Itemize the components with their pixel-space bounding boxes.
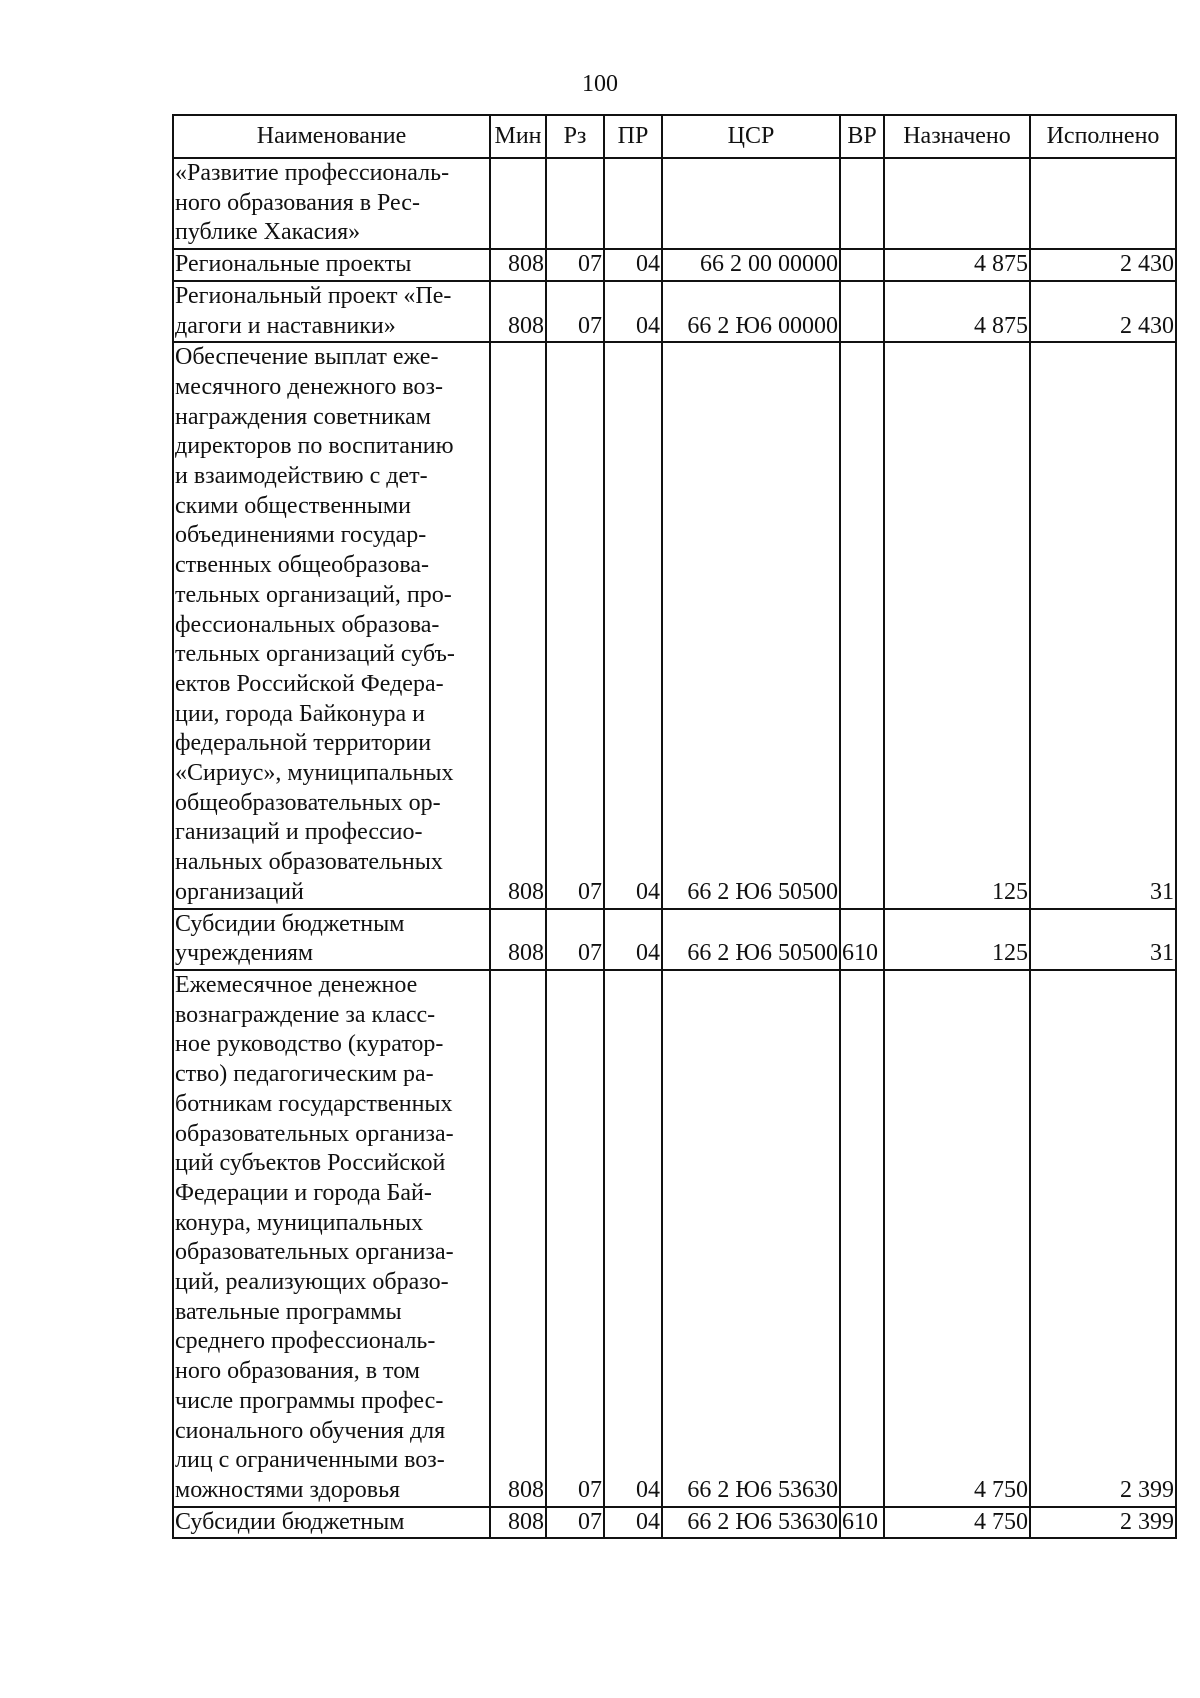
cell-name-line: тельных организаций субъ- [175,641,455,668]
cell-executed: 2 430 [1030,281,1176,342]
cell-name-line: фессиональных образова- [175,611,440,638]
header-csr: ЦСР [662,115,840,158]
cell-assigned [884,158,1030,249]
cell-name-line: общеобразовательных ор- [175,789,441,816]
header-assigned: Назначено [884,115,1030,158]
cell-min: 808 [490,249,546,281]
cell-name-line: среднего профессиональ- [175,1328,436,1355]
cell-name-line: ций, реализующих образо- [175,1269,449,1296]
cell-rz: 07 [546,249,604,281]
cell-name-line: ганизаций и профессио- [175,819,423,846]
cell-name-line: публике Хакасия» [175,219,361,246]
cell-executed [1030,158,1176,249]
cell-name-line: Федерации и города Бай- [175,1179,432,1206]
cell-name-line: ное руководство (куратор- [175,1031,444,1058]
header-pr: ПР [604,115,662,158]
table-row [173,909,1176,970]
cell-name-line: «Развитие профессиональ- [175,160,450,186]
cell-name-line: «Сириус», муниципальных [175,760,454,787]
cell-vr: 610 [840,1507,884,1539]
cell-executed: 2 399 [1030,1507,1176,1539]
cell-name-line: ство) педагогическим ра- [175,1061,434,1088]
cell-executed: 2 399 [1030,970,1176,1507]
cell-vr [840,281,884,342]
cell-min: 808 [490,1507,546,1539]
cell-pr: 04 [604,970,662,1507]
cell-name-line: можностями здоровья [175,1476,401,1503]
cell-name-line: объединениями государ- [175,522,427,549]
cell-pr [604,158,662,249]
cell-pr: 04 [604,249,662,281]
table-row [173,281,1176,342]
table-row [173,970,1176,1507]
cell-name-line: дагоги и наставники» [175,312,396,339]
cell-name-line: ботникам государственных [175,1090,453,1117]
cell-rz: 07 [546,970,604,1507]
cell-pr: 04 [604,281,662,342]
cell-name-line: Региональные проекты [175,251,412,278]
cell-name-line: организаций [175,878,304,905]
cell-name-line: ственных общеобразова- [175,552,430,579]
cell-executed: 2 430 [1030,249,1176,281]
cell-name-line: учреждениям [175,940,314,967]
page-number: 100 [582,71,618,97]
cell-vr [840,342,884,908]
cell-name-line: месячного денежного воз- [175,373,443,400]
cell-rz: 07 [546,1507,604,1539]
cell-assigned: 4 875 [884,281,1030,342]
cell-pr: 04 [604,1507,662,1539]
cell-pr: 04 [604,342,662,908]
cell-pr: 04 [604,909,662,970]
cell-csr: 66 2 Ю6 53630 [662,1507,840,1539]
cell-csr: 66 2 Ю6 50500 [662,342,840,908]
cell-csr: 66 2 Ю6 50500 [662,909,840,970]
cell-name-line: нальных образовательных [175,849,443,876]
cell-vr: 610 [840,909,884,970]
cell-executed: 31 [1030,909,1176,970]
cell-name-line: лиц с ограниченными воз- [175,1447,445,1474]
cell-name-line: федеральной территории [175,730,432,757]
cell-min: 808 [490,281,546,342]
cell-rz [546,158,604,249]
cell-assigned: 4 750 [884,970,1030,1507]
header-rz: Рз [546,115,604,158]
header-vr: ВР [840,115,884,158]
cell-name-line: и взаимодействию с дет- [175,463,428,490]
header-min: Мин [490,115,546,158]
cell-name [173,909,490,970]
cell-name [173,1507,490,1539]
cell-name-line: ции, города Байконура и [175,700,426,727]
cell-name-line: образовательных организа- [175,1239,454,1266]
cell-min [490,158,546,249]
cell-executed: 31 [1030,342,1176,908]
cell-name-line: образовательных организа- [175,1120,454,1147]
cell-name-line: ного образования, в том [175,1358,420,1385]
cell-csr: 66 2 00 00000 [662,249,840,281]
cell-name-line: Региональный проект «Пе- [175,282,452,309]
cell-vr [840,970,884,1507]
cell-name-line: сионального обучения для [175,1417,446,1444]
cell-name-line: числе программы профес- [175,1387,444,1414]
cell-csr: 66 2 Ю6 53630 [662,970,840,1507]
cell-name [173,249,490,281]
cell-name [173,281,490,342]
cell-rz: 07 [546,342,604,908]
cell-name-line: тельных организаций, про- [175,581,452,608]
cell-csr: 66 2 Ю6 00000 [662,281,840,342]
cell-name-line: конура, муниципальных [175,1209,424,1236]
cell-assigned: 125 [884,342,1030,908]
cell-name-line: Обеспечение выплат еже- [175,344,439,371]
cell-name-line: ций субъектов Российской [175,1150,446,1177]
cell-name [173,342,490,908]
cell-vr [840,158,884,249]
cell-assigned: 125 [884,909,1030,970]
cell-name-line: скими общественными [175,492,411,519]
cell-name [173,158,490,249]
cell-min: 808 [490,342,546,908]
cell-name-line: директоров по воспитанию [175,433,454,460]
cell-min: 808 [490,970,546,1507]
cell-name-line: ного образования в Рес- [175,189,420,216]
table-row [173,1507,1176,1539]
cell-min: 808 [490,909,546,970]
cell-rz: 07 [546,281,604,342]
cell-name-line: вознаграждение за класс- [175,1001,436,1028]
table-row [173,249,1176,281]
budget-table [172,114,1177,1539]
cell-name [173,970,490,1507]
cell-name-line: Ежемесячное денежное [175,971,418,998]
cell-assigned: 4 875 [884,249,1030,281]
header-name: Наименование [173,115,490,158]
cell-rz: 07 [546,909,604,970]
cell-name-line: ектов Российской Федера- [175,670,444,697]
table-body [173,158,1176,1538]
table-row [173,342,1176,908]
table-header-row [173,115,1176,158]
cell-name-line: Субсидии бюджетным [175,1508,405,1535]
header-executed: Исполнено [1030,115,1176,158]
cell-name-line: вательные программы [175,1298,402,1325]
cell-name-line: Субсидии бюджетным [175,910,405,937]
cell-vr [840,249,884,281]
cell-assigned: 4 750 [884,1507,1030,1539]
table-row [173,158,1176,249]
cell-csr [662,158,840,249]
cell-name-line: награждения советникам [175,403,431,430]
